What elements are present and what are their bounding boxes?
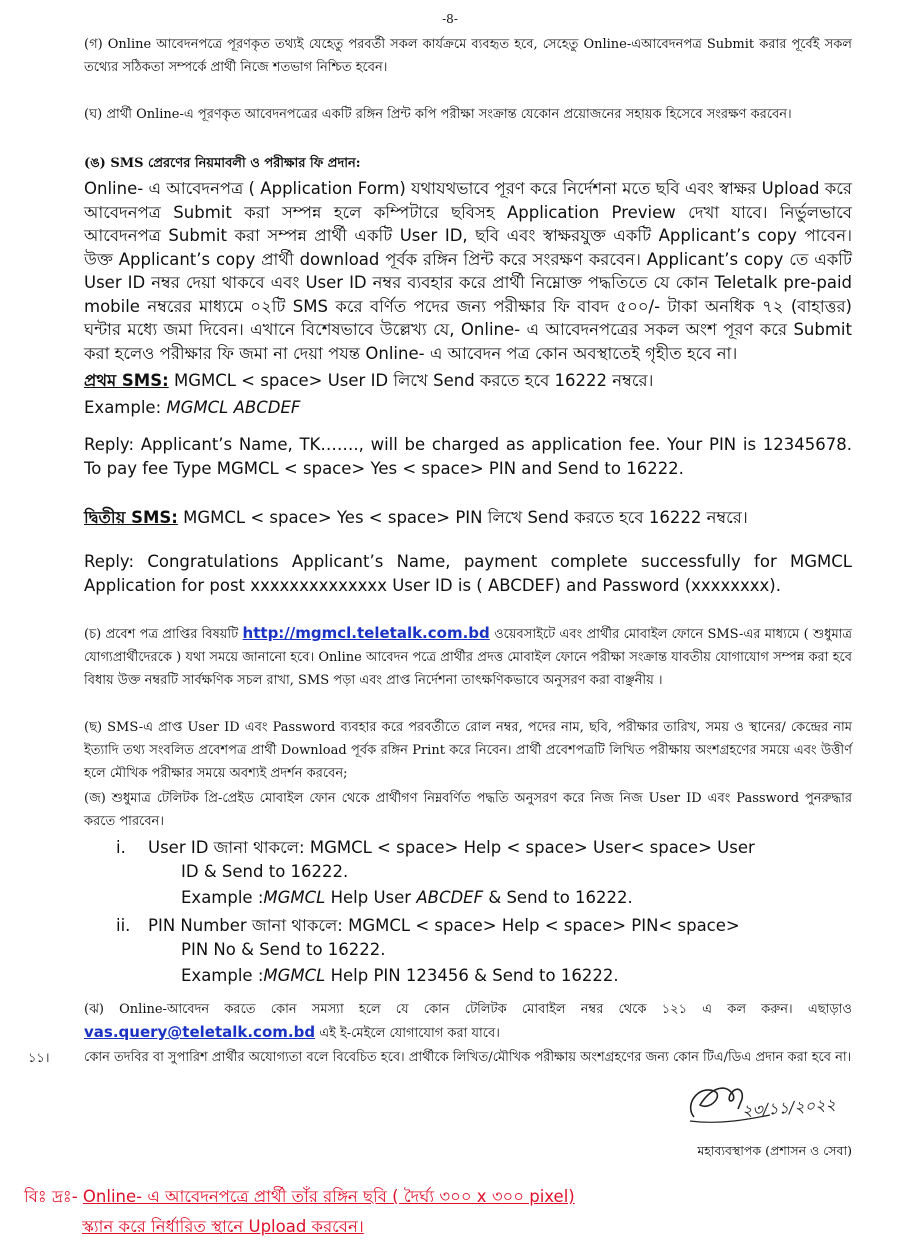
note-text-1: Online- এ আবেদনপত্রে প্রার্থী তাঁর রঙ্গিন ছবি ( দৈর্ঘ্য ৩০০ x ৩০০ pixel) [82, 1187, 575, 1206]
example-italic: MGMCL [263, 966, 326, 985]
section-gha-text: প্রার্থী Online-এ পূরণকৃত আবেদনপত্রের একটি রঙ্গিন প্রিন্ট কপি পরীক্ষা সংক্রান্ত যেকোন প্রয়োজনের সহায়ক হিসেবে সংরক্ষণ করবেন। [106, 107, 792, 122]
example-italic2: ABCDEF [416, 888, 484, 907]
section-ja: (জ) শুধুমাত্র টেলিটক প্রি-প্রেইড মোবাইল ফোন থেকে প্রার্থীগণ নিম্নবর্ণিত পদ্ধতি অনুসরণ করে নিজ নিজ User ID এবং Password পুনরুদ্ধার করতে পারবেন। [84, 791, 852, 829]
item-11-text: কোন তদবির বা সুপারিশ প্রার্থীর অযোগ্যতা বলে বিবেচিত হবে। প্রার্থীকে লিখিত/মৌখিক পরীক্ষায় অংশগ্রহণের জন্য কোন টিএ/ডিএ প্রদান করা হবে না। [84, 1050, 852, 1065]
sms1-reply: Reply: Applicant’s Name, TK……., will be charged as application fee. Your PIN is 12345678. To pay fee Type MGMCL < space> Yes < space> PIN and Send to 16222. [84, 435, 852, 478]
section-cha-text: ওয়েবসাইটে এবং প্রার্থীর মোবাইল ফোনে SMS-এর মাধ্যমে ( শুধুমাত্র যোগ্যপ্রার্থীদেরকে ) যথা সময়ে জানানো হবে। Online আবেদন পত্রে প্রার্থীর প্রদত্ত মোবাইল ফোনে পরীক্ষা সংক্রান্ত যাবতীয় যোগাযোগ সম্পন্ন করা হবে বিধায় উক্ত নম্বরটি সার্বক্ষণিক সচল রাখা, SMS পড়া এবং প্রাপ্ত নির্দেশনা তাৎক্ষণিকভাবে অনুসরণ করা বাঞ্ছনীয় । [84, 627, 852, 688]
section-gha [84, 103, 852, 126]
sms2-instruction [84, 506, 852, 530]
list-item-text: User ID জানা থাকলে: MGMCL < space> Help < space> User< space> User [148, 838, 755, 857]
section-jha-text: (ঝ) Online-আবেদন করতে কোন সমস্যা হলে যে কোন টেলিটক মোবাইল নম্বর থেকে ১২১ এ কল করুন। এছাড়াও [84, 1002, 852, 1017]
section-jha-text2: এই ই-মেইলে যোগাযোগ করা যাবে। [319, 1026, 500, 1041]
section-cha-prefix: (চ) প্রবেশ পত্র প্রাপ্তির বিষয়টি [84, 627, 239, 642]
sms2-label: দ্বিতীয় SMS: [84, 508, 178, 527]
designation: মহাব্যবস্থাপক (প্রশাসন ও সেবা) [697, 1143, 852, 1158]
sms1-label: প্রথম SMS: [84, 371, 169, 390]
sms2-reply: Reply: Congratulations Applicant’s Name, payment complete successfully for MGMCL Application for post xxxxxxxxxxxxxx User ID is ( ABCDEF) and Password (xxxxxxxx). [84, 552, 852, 595]
section-ga-marker: (গ) [84, 37, 103, 52]
list-item-example [181, 964, 619, 988]
example-end: & Send to 16222. [483, 888, 633, 907]
note-line-2: স্ক্যান করে নির্ধারিত স্থানে Upload করবেন। [82, 1217, 364, 1236]
sms1-text: MGMCL < space> User ID লিখে Send করতে হবে 16222 নম্বরে। [173, 371, 654, 390]
list-item-text-cont: ID & Send to 16222. [181, 862, 349, 881]
sms1-example-label: Example: [84, 398, 162, 417]
list-item-number: i. [116, 838, 126, 857]
note-line-1 [24, 1184, 575, 1211]
list-item-text: PIN Number জানা থাকলে: MGMCL < space> Help < space> PIN< space> [148, 916, 740, 935]
list-item-number: ii. [116, 916, 131, 935]
section-ga [84, 33, 852, 79]
sms1-example [84, 396, 852, 420]
section-ga-text: Online আবেদনপত্রে পূরণকৃত তথ্যই যেহেতু পরবর্তী সকল কার্যক্রমে ব্যবহৃত হবে, সেহেতু Online-এআবেদনপত্র Submit করার পূর্বেই সকল তথ্যের সঠিকতা সম্পর্কে প্রার্থী নিজে শতভাগ নিশ্চিত হবেন। [84, 37, 852, 75]
item-11-number: ১১। [28, 1051, 50, 1066]
section-gha-marker: (ঘ) [84, 107, 103, 122]
page-number: -8- [442, 12, 458, 26]
list-item-text-cont: PIN No & Send to 16222. [181, 940, 386, 959]
example-mid: Help PIN 123456 & Send to 16222. [325, 966, 619, 985]
section-cha [84, 622, 852, 692]
admit-card-link[interactable]: http://mgmcl.teletalk.com.bd [242, 624, 490, 642]
example-label: Example : [181, 888, 264, 907]
support-email-link[interactable]: vas.query@teletalk.com.bd [84, 1023, 316, 1041]
sms1-instruction [84, 369, 852, 393]
list-item-example [181, 886, 633, 910]
section-jha [84, 998, 852, 1045]
example-label: Example : [181, 966, 264, 985]
section-umo-heading: (ঙ) SMS প্রেরণের নিয়মাবলী ও পরীক্ষার ফি প্রদান: [84, 156, 361, 171]
section-umo-text: Online- এ আবেদনপত্র ( Application Form) যথাযথভাবে পূরণ করে নির্দেশনা মতে ছবি এবং স্বাক্ষর Upload করে আবেদনপত্র Submit করা সম্পন্ন হলে কম্পিটারে ছবিসহ Application Preview দেখা যাবে। নির্ভুলভাবে আবেদনপত্র Submit করা সম্পন্ন প্রার্থী একটি User ID, ছবি এবং স্বাক্ষরযুক্ত একটি Applicant’s copy পাবেন। উক্ত Applicant’s copy প্রার্থী download পূর্বক রঙ্গিন প্রিন্ট করে সংরক্ষণ করবেন। Applicant’s copy তে একটি User ID নম্বর দেয়া থাকবে এবং User ID নম্বর ব্যবহার করে প্রার্থী নিম্নোক্ত পদ্ধতিতে যে কোন Teletalk pre-paid mobile নম্বরের মাধ্যমে ০২টি SMS করে বর্ণিত পদের জন্য পরীক্ষার ফি বাবদ ৫০০/- টাকা অনধিক ৭২ (বাহাত্তর) ঘন্টার মধ্যে জমা দিবেন। এখানে বিশেষভাবে উল্লেখ্য যে, Online- এ আবেদনপত্রের সকল অংশ পূরণ করে Submit করা হলেও পরীক্ষার ফি জমা না দেয়া পযন্ত Online- এ আবেদন পত্র কোন অবস্থাতেই গৃহীত হবে না। [84, 179, 852, 363]
section-chha: (ছ) SMS-এ প্রাপ্ত User ID এবং Password ব্যবহার করে পরবর্তীতে রোল নম্বর, পদের নাম, ছবি, পরীক্ষার তারিখ, সময় ও স্থানের/ কেন্দ্রের নাম ইত্যাদি তথ্য সংবলিত প্রবেশপত্র প্রার্থী Download পূর্বক রঙ্গিন Print করে নিবেন। প্রার্থী প্রবেশপত্রটি লিখিত পরীক্ষায় অংশগ্রহণের সময়ে এবং উত্তীর্ণ হলে মৌখিক পরীক্ষার সময়ে অবশ্যই প্রদর্শন করবেন; [84, 720, 852, 781]
signature [680, 1075, 860, 1135]
example-mid: Help User [325, 888, 417, 907]
signature-date: ২৩/১১/২০২২ [741, 1094, 837, 1121]
note-prefix: বিঃ দ্রঃ- [24, 1187, 78, 1206]
sms1-example-value: MGMCL ABCDEF [166, 398, 301, 417]
sms2-text: MGMCL < space> Yes < space> PIN লিখে Send করতে হবে 16222 নম্বরে। [183, 508, 748, 527]
example-italic: MGMCL [263, 888, 326, 907]
